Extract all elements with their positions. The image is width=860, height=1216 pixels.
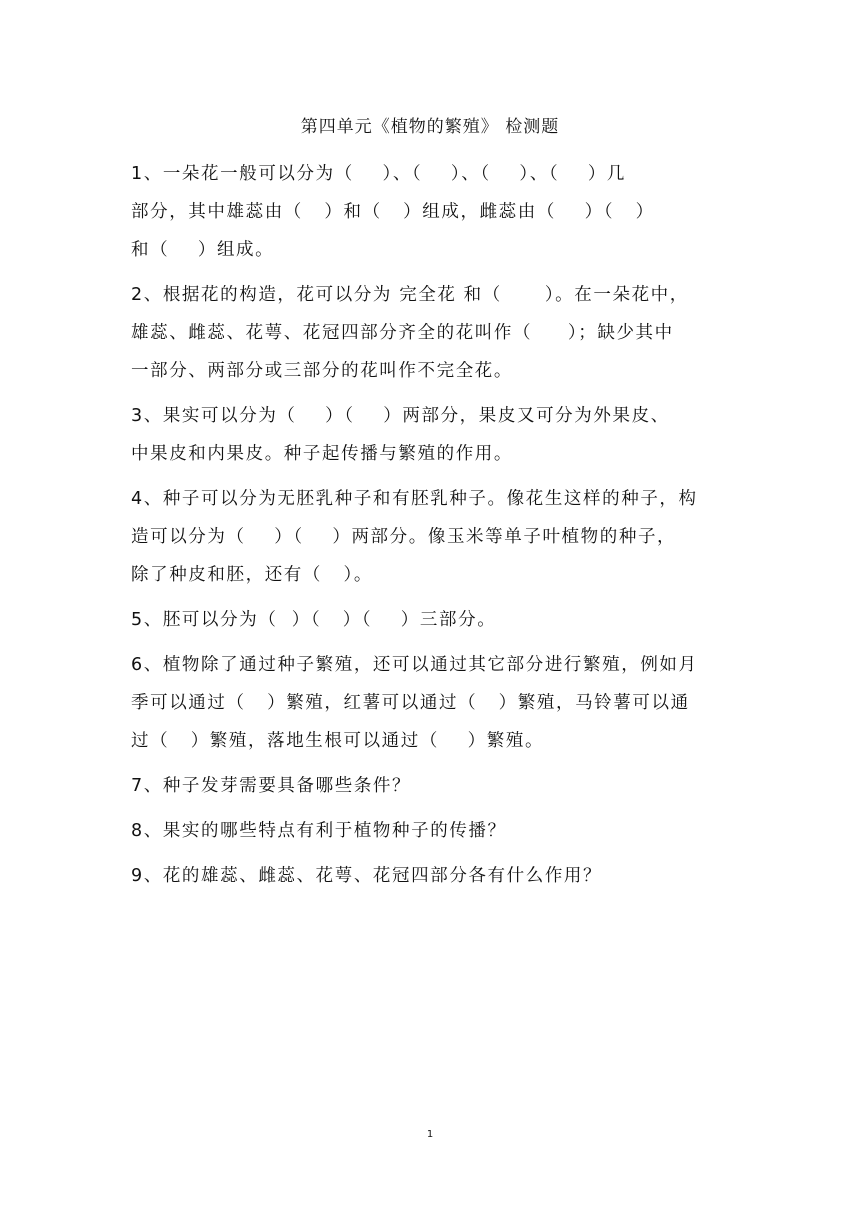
question-line: 3、果实可以分为（ ）（ ）两部分，果皮又可分为外果皮、: [131, 406, 670, 426]
question-3: [131, 397, 731, 473]
question-list: [131, 155, 731, 902]
question-line: 雄蕊、雌蕊、花萼、花冠四部分齐全的花叫作（ ）；缺少其中: [131, 323, 674, 343]
question-2: [131, 276, 731, 390]
question-line: 9、花的雄蕊、雌蕊、花萼、花冠四部分各有什么作用？: [131, 866, 603, 886]
question-line: 4、种子可以分为无胚乳种子和有胚乳种子。像花生这样的种子，构: [131, 489, 698, 509]
question-line: 和（ ）组成。: [131, 240, 275, 260]
question-line: 1、一朵花一般可以分为（ ）、（ ）、（ ）、（ ）几: [131, 164, 627, 184]
question-8: [131, 812, 731, 850]
question-line: 一部分、两部分或三部分的花叫作不完全花。: [131, 361, 513, 381]
question-line: 7、种子发芽需要具备哪些条件？: [131, 776, 412, 796]
question-6: [131, 646, 731, 760]
question-line: 部分，其中雄蕊由（ ）和（ ）组成，雌蕊由（ ）（ ）: [131, 202, 655, 222]
question-5: [131, 601, 731, 639]
page-number: 1: [426, 1129, 434, 1140]
question-9: [131, 857, 731, 895]
question-1: [131, 155, 731, 269]
question-line: 除了种皮和胚，还有（ ）。: [131, 565, 373, 585]
question-line: 中果皮和内果皮。种子起传播与繁殖的作用。: [131, 444, 513, 464]
question-line: 造可以分为（ ）（ ）两部分。像玉米等单子叶植物的种子，: [131, 527, 677, 547]
question-line: 8、果实的哪些特点有利于植物种子的传播？: [131, 821, 507, 841]
document-title: 第四单元《植物的繁殖》 检测题: [300, 117, 560, 137]
question-line: 季可以通过（ ）繁殖，红薯可以通过（ ）繁殖，马铃薯可以通: [131, 693, 690, 713]
question-line: 2、根据花的构造，花可以分为 完全花 和（ ）。在一朵花中，: [131, 285, 689, 305]
question-line: 5、胚可以分为（ ）（ ）（ ）三部分。: [131, 610, 497, 630]
question-line: 过（ ）繁殖，落地生根可以通过（ ）繁殖。: [131, 731, 545, 751]
question-4: [131, 480, 731, 594]
question-7: [131, 767, 731, 805]
question-line: 6、植物除了通过种子繁殖，还可以通过其它部分进行繁殖，例如月: [131, 655, 698, 675]
